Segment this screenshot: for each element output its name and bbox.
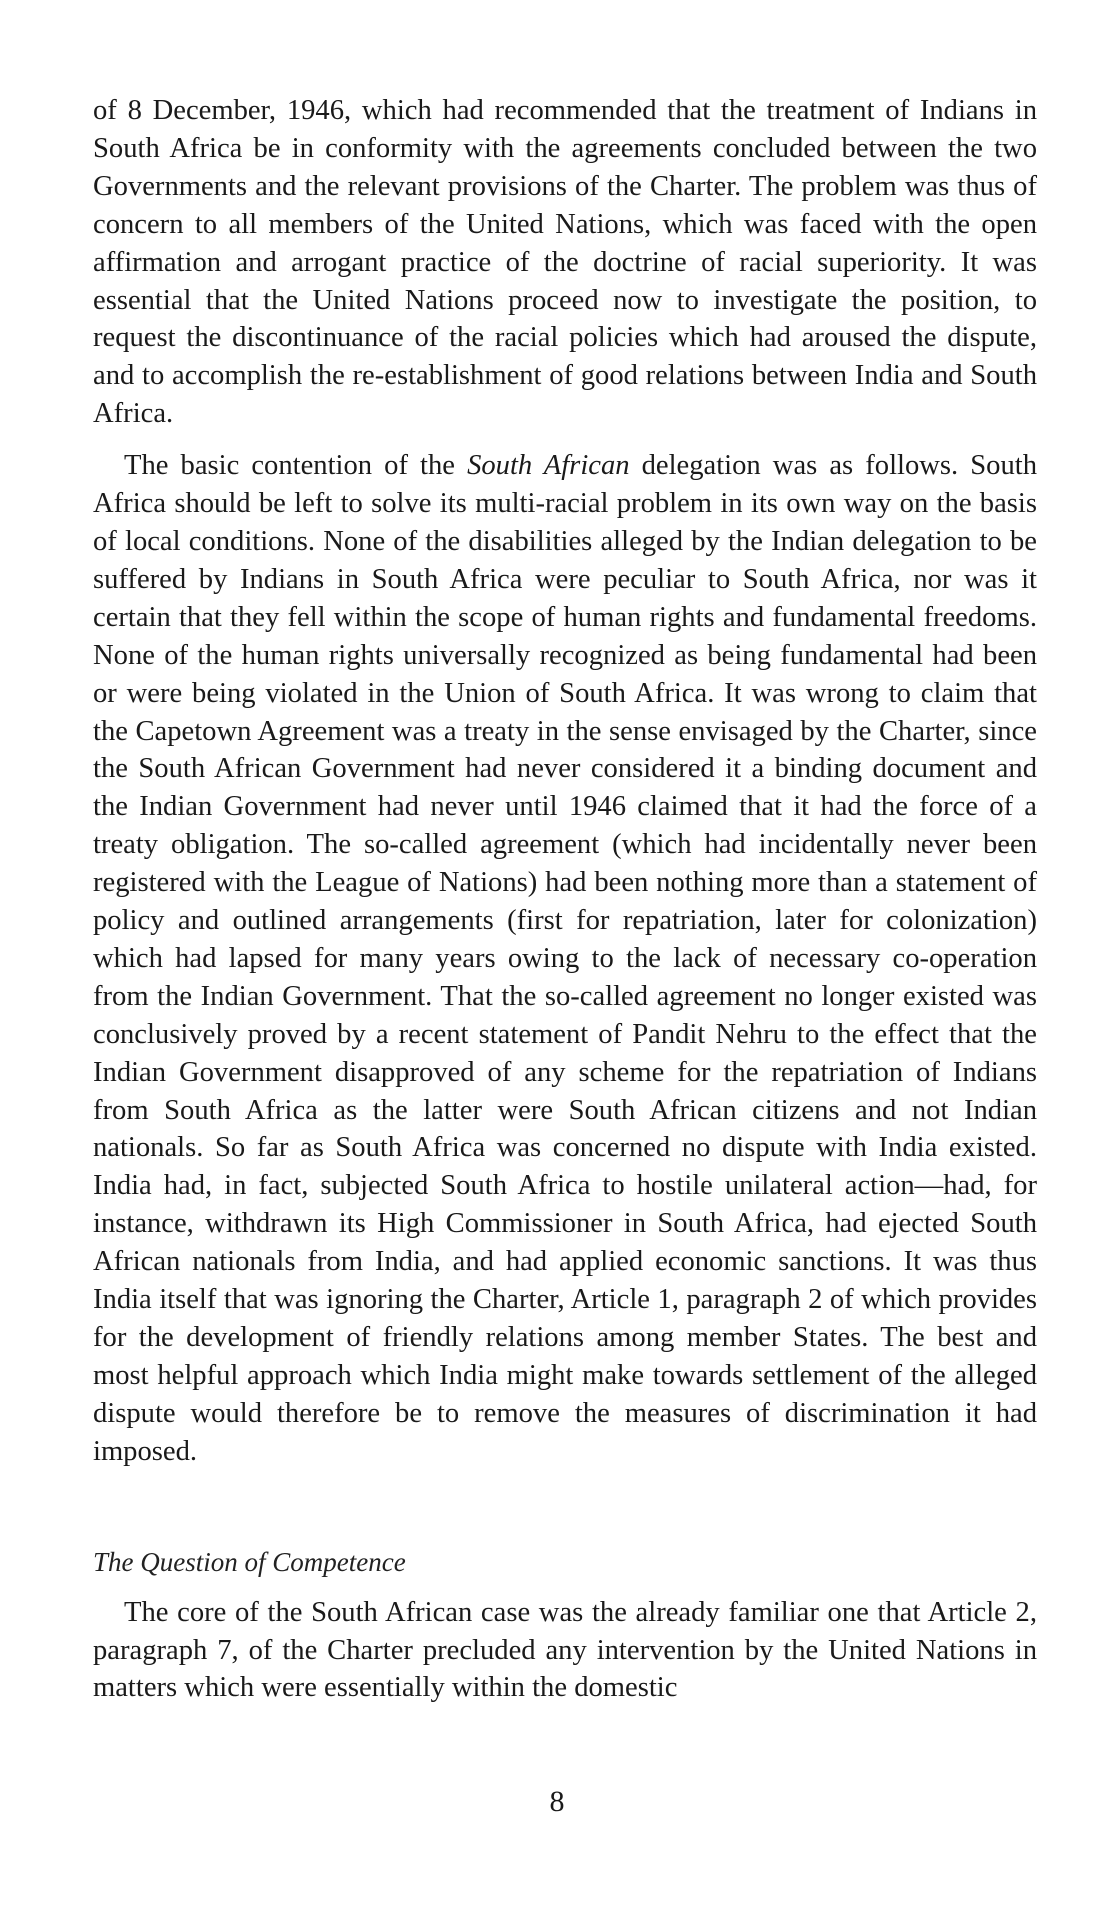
paragraph-competence: The core of the South African case was the already familiar one that Article 2, paragraph 7, of the Charter precluded any intervention by the United Nations in matters which were essentially within the domestic	[93, 1596, 1037, 1704]
paragraph-text-after-emphasis: delegation was as follows. South Africa should be left to solve its multi-racial problem in its own way on the basis of local conditions. None of the disabilities alleged by the Indian delegation to be suffered by Indians in South Africa were peculiar to South Africa, nor was it certain that they fell within the scope of human rights and fundamental freedoms. None of the human rights universally recognized as being fundamental had been or were being violated in the Union of South Africa. It was wrong to claim that the Capetown Agreement was a treaty in the sense envisaged by the Charter, since the South African Government had never considered it a binding document and the Indian Government had never until 1946 claimed that it had the force of a treaty obligation. The so-called agreement (which had incidentally never been registered with the League of Nations) had been nothing more than a statement of policy and outlined arrangements (first for repatriation, later for colonization) which had lapsed for many years owing to the lack of necessary co-operation from the Indian Government. That the so-called agreement no longer existed was conclusively proved by a recent statement of Pandit Nehru to the effect that the Indian Government disapproved of any scheme for the repatriation of Indians from South Africa as the latter were South African citizens and not Indian nationals. So far as South Africa was concerned no dispute with India existed. India had, in fact, subjected South Africa to hostile unilateral action—had, for instance, withdrawn its High Commissioner in South Africa, had ejected South African nationals from India, and had applied economic sanctions. It was thus India itself that was ignoring the Charter, Article 1, paragraph 2 of which provides for the development of friendly relations among member States. The best and most helpful approach which India might make towards settlement of the alleged dispute would therefore be to remove the measures of discrimination it had imposed.	[93, 450, 1038, 1467]
emphasis-south-african: South African	[467, 450, 630, 482]
document-page	[93, 92, 1037, 1707]
paragraph-south-african-contention	[93, 447, 1037, 1470]
page-number: 8	[549, 1785, 565, 1818]
section-heading: The Question of Competence	[93, 1546, 406, 1577]
paragraph-text-before-emphasis: The basic contention of the	[124, 450, 468, 482]
paragraph-continuation: of 8 December, 1946, which had recommended that the treatment of Indians in South Africa be in conformity with the agreements concluded between the two Governments and the relevant provisions of the Charter. The problem was thus of concern to all members of the United Nations, which was faced with the open affirmation and arrogant practice of the doctrine of racial superiority. It was essential that the United Nations proceed now to investigate the position, to request the discontinuance of the racial policies which had aroused the dispute, and to accomplish the re-establishment of good relations between India and South Africa.	[93, 95, 1037, 430]
